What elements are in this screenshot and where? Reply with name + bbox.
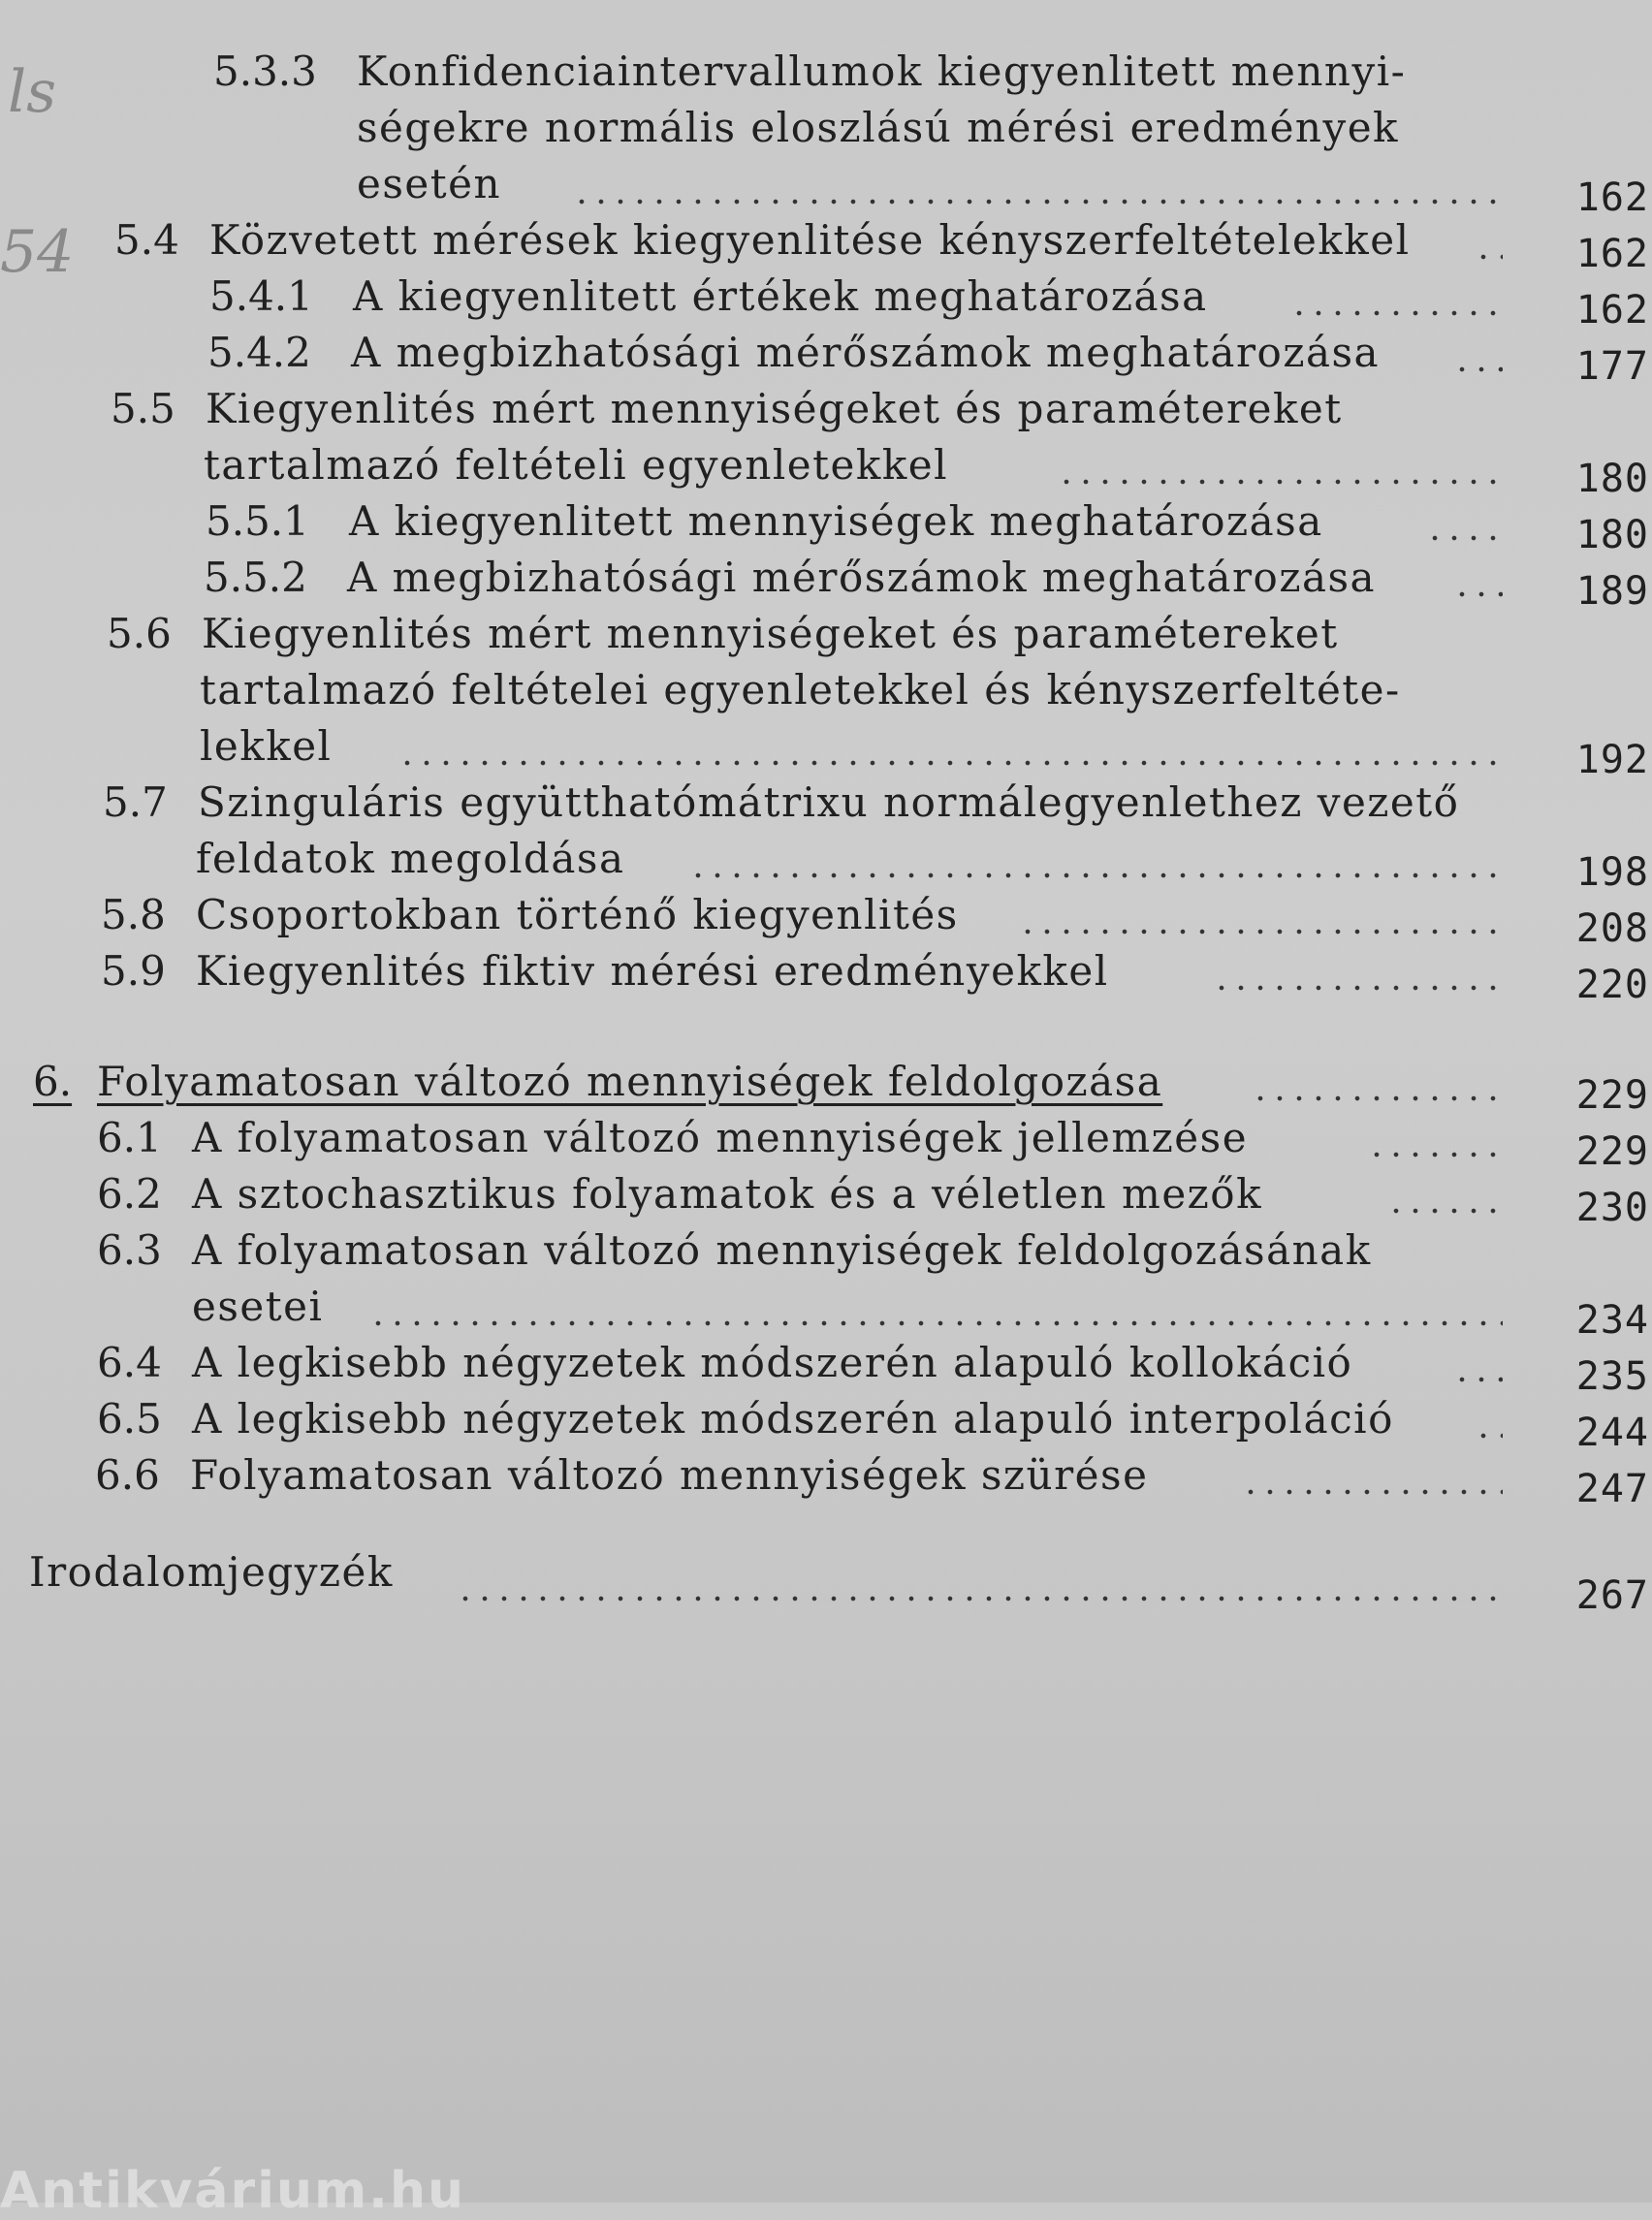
entry-title-line: Szinguláris együtthatómátrixu normálegyenlethez vezető [198, 778, 1460, 826]
entry-number: 5.4.1 [209, 272, 313, 320]
entry-title-line: Kiegyenlités fiktiv mérési eredményekkel [196, 947, 1109, 995]
entry-number: 6.2 [97, 1170, 162, 1218]
page-number: 208 [1575, 906, 1649, 951]
entry-title-line: Csoportokban történő kiegyenlités [196, 891, 959, 938]
page-number: 180 [1575, 457, 1649, 501]
chapter-number: 6. [33, 1058, 73, 1105]
entry-number: 5.8 [101, 891, 166, 938]
entry-title-line: A megbizhatósági mérőszámok meghatározása [351, 329, 1381, 376]
entry-title-line: Közvetett mérések kiegyenlitése kényszerfeltételekkel [209, 216, 1411, 264]
entry-title-line: esetén [357, 160, 502, 207]
entry-title-line: ségekre normális eloszlású mérési eredmények [357, 104, 1400, 151]
entry-number: 6.5 [97, 1395, 162, 1443]
entry-title-line: Kiegyenlités mért mennyiségeket és paramétereket [206, 385, 1343, 432]
dot-leader [572, 199, 1503, 205]
entry-number: 5.4.2 [207, 329, 311, 376]
page-number: 235 [1575, 1354, 1649, 1399]
entry-number: 6.3 [97, 1226, 162, 1274]
entry-title-line: A kiegyenlitett mennyiségek meghatározása [349, 497, 1323, 545]
entry-number: 5.5.1 [206, 497, 309, 545]
entry-number: 6.6 [95, 1451, 160, 1499]
entry-title-line: esetei [192, 1283, 324, 1330]
page-number: 198 [1575, 850, 1649, 895]
entry-number: 5.9 [101, 947, 166, 995]
entry-number: 5.7 [103, 778, 168, 826]
page-number: 192 [1575, 738, 1649, 782]
page-number: 162 [1575, 288, 1649, 333]
dot-leader [397, 760, 1503, 766]
bibliography-title: Irodalomjegyzék [29, 1548, 394, 1596]
entry-number: 5.5 [111, 385, 175, 432]
entry-title-line: Kiegyenlités mért mennyiségeket és paramétereket [202, 610, 1339, 657]
dot-leader [1212, 985, 1503, 991]
page-number: 229 [1575, 1073, 1649, 1118]
page-number: 180 [1575, 513, 1649, 557]
page-number: 189 [1575, 569, 1649, 614]
page-number: 162 [1575, 175, 1649, 220]
dot-leader [368, 1320, 1503, 1326]
dot-leader [1057, 479, 1503, 485]
entry-title-line: feldatok megoldása [196, 835, 625, 882]
entry-number: 5.5.2 [204, 554, 307, 601]
page-number: 267 [1575, 1573, 1649, 1618]
margin-note-1: ls [8, 58, 56, 126]
page-number: 220 [1575, 963, 1649, 1007]
entry-title-line: lekkel [200, 722, 333, 770]
margin-note-2: 54 [0, 218, 75, 286]
dot-leader [1452, 366, 1503, 372]
entry-title-line: A folyamatosan változó mennyiségek jellemzése [192, 1114, 1249, 1161]
dot-leader [1367, 1152, 1503, 1158]
dot-leader [688, 872, 1503, 878]
page-number: 230 [1575, 1186, 1649, 1230]
entry-number: 5.6 [107, 610, 172, 657]
page-number: 162 [1575, 232, 1649, 276]
entry-number: 5.4 [114, 216, 179, 264]
dot-leader [1241, 1489, 1503, 1495]
entry-title-line: A kiegyenlitett értékek meghatározása [353, 272, 1208, 320]
entry-number: 6.1 [97, 1114, 162, 1161]
dot-leader [1474, 254, 1503, 260]
entry-title-line: tartalmazó feltételei egyenletekkel és kényszerfeltéte- [200, 666, 1401, 714]
dot-leader [1474, 1433, 1503, 1439]
entry-number: 6.4 [97, 1339, 162, 1386]
page-number: 244 [1575, 1411, 1649, 1455]
dot-leader [1018, 929, 1503, 935]
dot-leader [456, 1596, 1503, 1602]
dot-leader [1251, 1095, 1503, 1101]
dot-leader [1452, 1377, 1503, 1382]
entry-title-line: A legkisebb négyzetek módszerén alapuló kollokáció [192, 1339, 1353, 1386]
entry-title-line: Konfidenciaintervallumok kiegyenlitett mennyi- [357, 48, 1407, 95]
entry-title-line: A folyamatosan változó mennyiségek feldolgozásának [192, 1226, 1372, 1274]
page-number: 229 [1575, 1129, 1649, 1174]
dot-leader [1289, 310, 1503, 316]
page-number: 177 [1575, 344, 1649, 389]
dot-leader [1425, 535, 1503, 541]
entry-title-line: Folyamatosan változó mennyiségek szürése [190, 1451, 1149, 1499]
dot-leader [1386, 1208, 1503, 1214]
watermark: Antikvárium.hu [0, 2162, 465, 2220]
entry-title-line: A legkisebb négyzetek módszerén alapuló interpoláció [192, 1395, 1394, 1443]
dot-leader [1452, 591, 1503, 597]
page-number: 247 [1575, 1467, 1649, 1511]
entry-title-line: A megbizhatósági mérőszámok meghatározása [347, 554, 1377, 601]
entry-title-line: tartalmazó feltételi egyenletekkel [204, 441, 949, 489]
entry-title-line: A sztochasztikus folyamatok és a véletlen mezők [192, 1170, 1263, 1218]
entry-number: 5.3.3 [213, 48, 317, 95]
chapter-title: Folyamatosan változó mennyiségek feldolgozása [97, 1058, 1163, 1105]
page-number: 234 [1575, 1298, 1649, 1343]
